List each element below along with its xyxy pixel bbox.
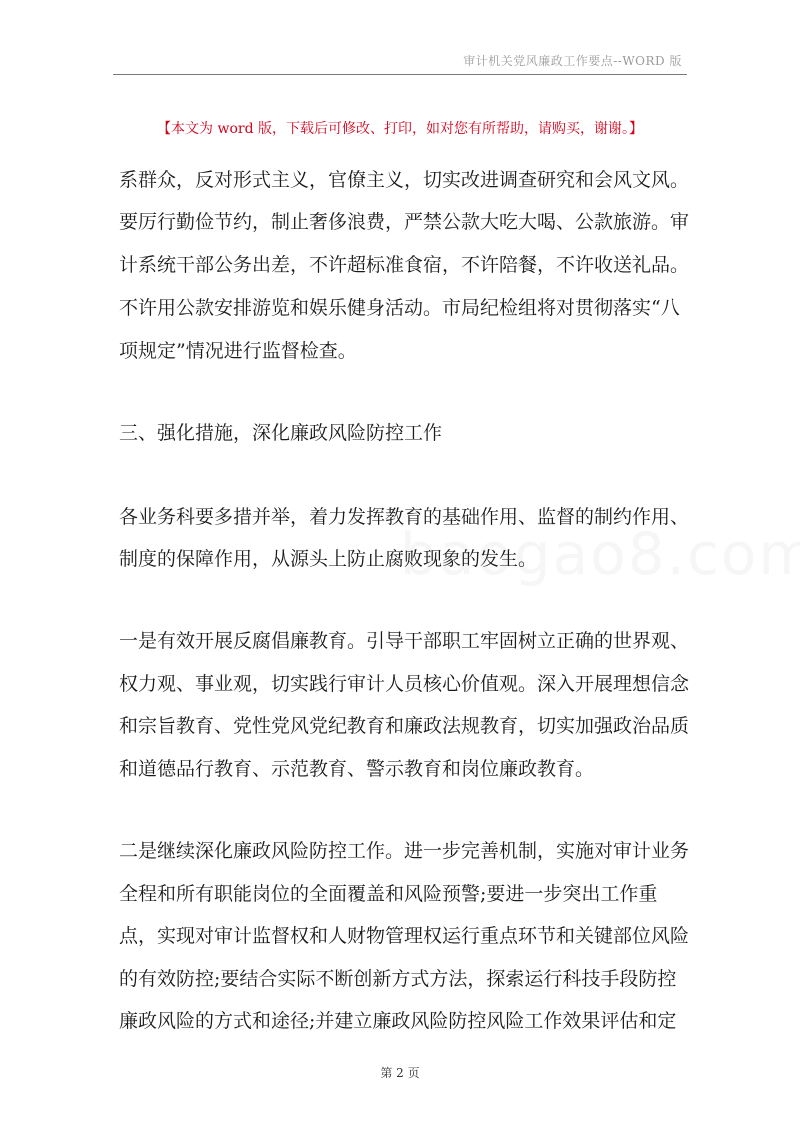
text-line: 一是有效开展反腐倡廉教育。引导干部职工牢固树立正确的世界观、	[119, 630, 690, 652]
text-line: 点，实现对审计监督权和人财物管理权运行重点环节和关键部位风险	[119, 925, 690, 947]
text-line: 廉政风险的方式和途径;并建立廉政风险防控风险工作效果评估和定	[119, 1010, 677, 1032]
text-line: 权力观、事业观，切实践行审计人员核心价值观。深入开展理想信念	[119, 673, 690, 695]
page-number: 第 2 页	[380, 1066, 420, 1080]
text-line: 项规定”情况进行监督检查。	[119, 340, 357, 362]
text-line: 和道德品行教育、示范教育、警示教育和岗位廉政教育。	[119, 758, 595, 780]
text-line: 的有效防控;要结合实际不断创新方式方法，探索运行科技手段防控	[119, 968, 677, 990]
text-line: 各业务科要多措并举，着力发挥教育的基础作用、监督的制约作用、	[119, 506, 690, 528]
text-line: 系群众，反对形式主义，官僚主义，切实改进调查研究和会风文风。	[119, 169, 690, 191]
section-heading: 三、强化措施，深化廉政风险防控工作	[119, 422, 443, 444]
text-line: 要厉行勤俭节约，制止奢侈浪费，严禁公款大吃大喝、公款旅游。审	[119, 211, 690, 233]
text-line: 全程和所有职能岗位的全面覆盖和风险预警;要进一步突出工作重	[119, 883, 658, 905]
text-line: 二是继续深化廉政风险防控工作。进一步完善机制，实施对审计业务	[119, 840, 690, 862]
text-line: 不许用公款安排游览和娱乐健身活动。市局纪检组将对贯彻落实“八	[119, 297, 680, 319]
running-header-title: 审计机关党风廉政工作要点--WORD 版	[463, 54, 682, 68]
text-line: 制度的保障作用，从源头上防止腐败现象的发生。	[119, 548, 538, 570]
header-divider	[113, 74, 687, 75]
text-line: 和宗旨教育、党性党风党纪教育和廉政法规教育，切实加强政治品质	[119, 715, 690, 737]
download-notice: 【本文为 word 版，下载后可修改、打印，如对您有所帮助，请购买，谢谢。】	[157, 121, 643, 137]
text-line: 计系统干部公务出差，不许超标准食宿，不许陪餐，不许收送礼品。	[119, 254, 690, 276]
